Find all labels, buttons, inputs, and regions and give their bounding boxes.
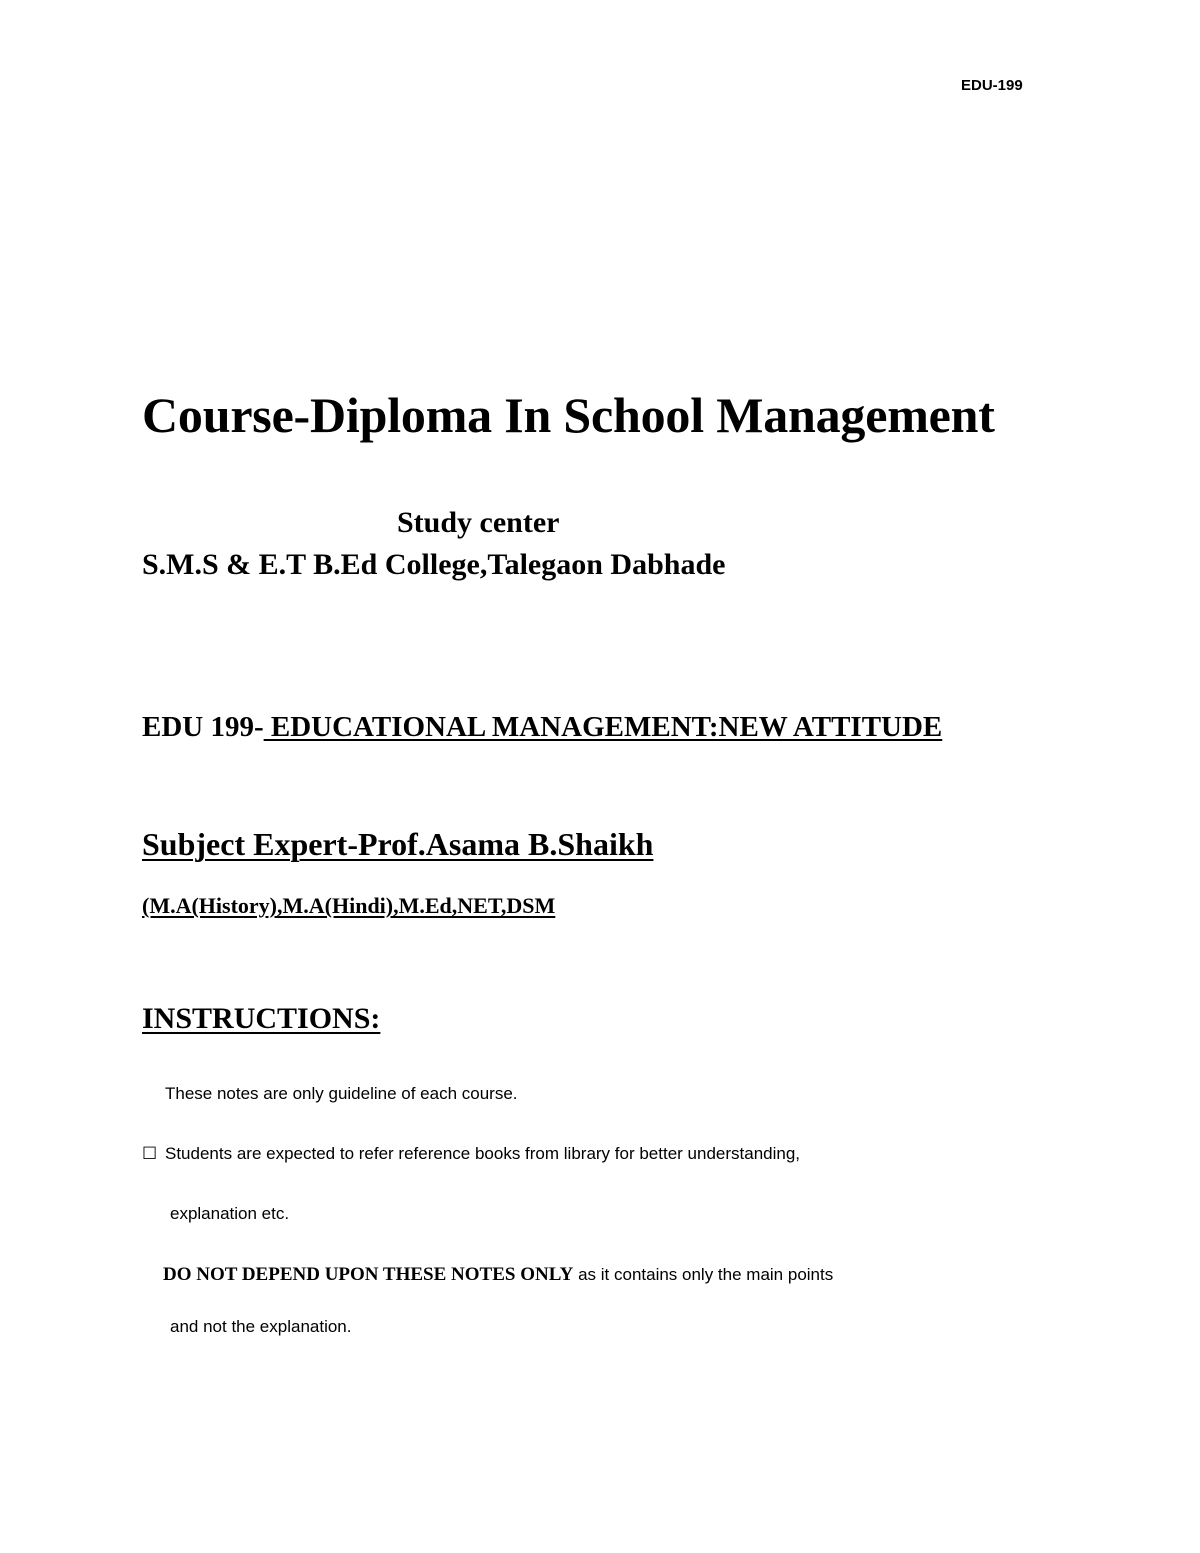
expert-qualifications: (M.A(History),M.A(Hindi),M.Ed,NET,DSM: [142, 893, 556, 918]
page-header-code: EDU-199: [961, 77, 1023, 94]
instruction-note: These notes are only guideline of each course.: [165, 1084, 518, 1103]
subject-line: [142, 711, 942, 744]
study-center-label: Study center: [397, 506, 560, 539]
instructions-heading: INSTRUCTIONS:: [142, 1002, 381, 1035]
instruction-note: Students are expected to refer reference books from library for better understanding,: [165, 1144, 801, 1163]
instruction-note-continuation: explanation etc.: [170, 1204, 290, 1223]
warning-emphasis: DO NOT DEPEND UPON THESE NOTES ONLY: [163, 1264, 574, 1285]
subject-code: EDU 199-: [142, 711, 264, 743]
bullet-glyph-icon: ☐: [142, 1144, 158, 1163]
instruction-note-continuation: and not the explanation.: [170, 1317, 352, 1336]
instruction-note-warning: [163, 1264, 833, 1286]
subject-expert: Subject Expert-Prof.Asama B.Shaikh: [142, 826, 654, 862]
subject-name: EDUCATIONAL MANAGEMENT:NEW ATTITUDE: [263, 711, 943, 743]
course-title: Course-Diploma In School Management: [142, 387, 995, 443]
warning-rest: as it contains only the main points: [573, 1265, 834, 1284]
study-center-name: S.M.S & E.T B.Ed College,Talegaon Dabhade: [142, 548, 726, 581]
